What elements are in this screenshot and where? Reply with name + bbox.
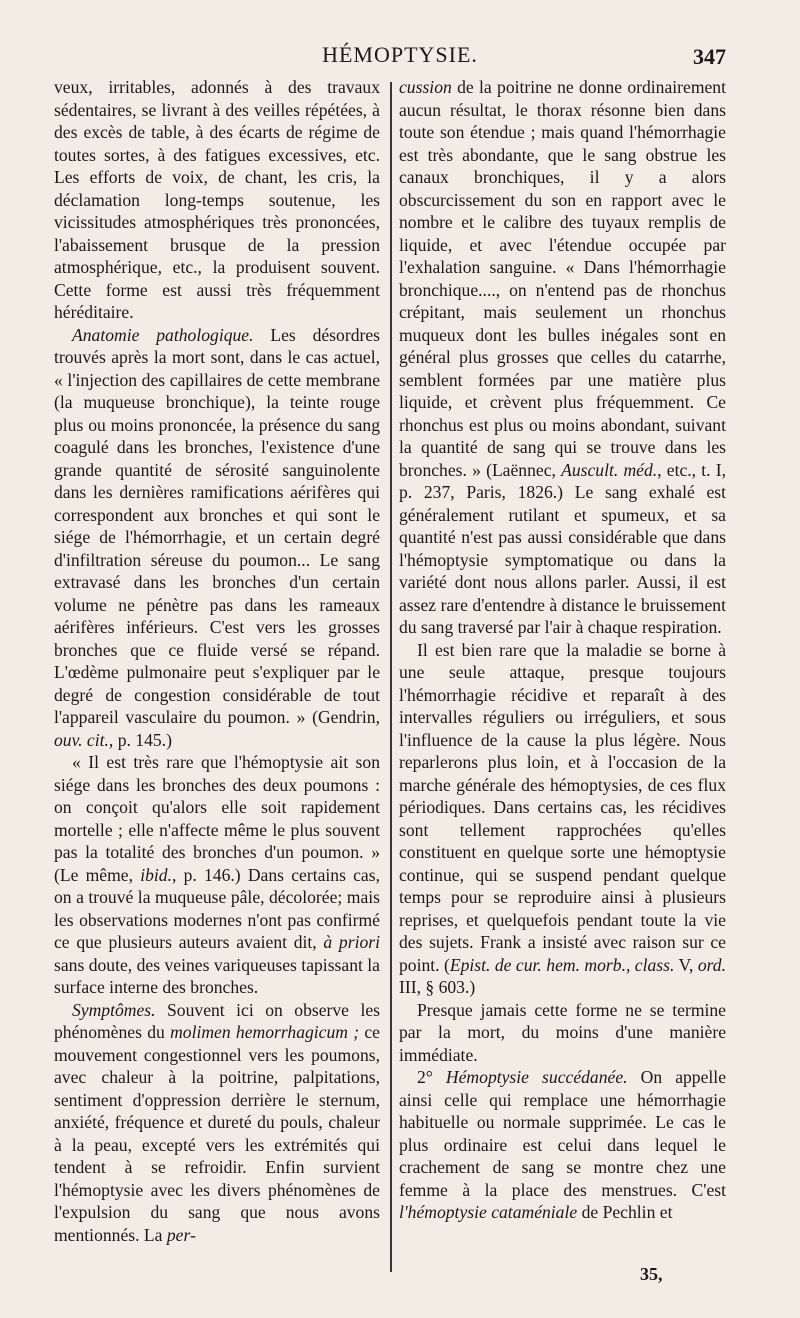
paragraph-symptomes (54, 999, 380, 1247)
paragraph (399, 999, 726, 1067)
paragraph-text: Il est bien rare que la maladie se borne à une seule attaque, presque toujours l'hémorrhagie récidive et reparaît à des intervalles réguliers ou irréguliers, et sous l'influence de la cause la plus légère. Nous reparlerons plus loin, et à l'occasion de la marche générale des hémoptysies, de ces flux périodiques. Dans certains cas, les récidives sont tellement rapprochées qu'elles constituent en quelque sorte une hémoptysie continue, qui se suspend pendant quelque temps pour se reproduire ainsi à plusieurs reprises, et quelquefois pendant toute la vie des sujets. Frank a insisté avec raison sur ce point. ( (399, 639, 726, 975)
running-title: HÉMOPTYSIE. (322, 42, 478, 67)
italic-term: à priori (323, 932, 380, 952)
paragraph-text: , etc., t. I, p. 237, Paris, 1826.) Le sang exhalé est généralement rutilant et spumeux, et sa quantité n'est pas aussi considérable que dans l'hémoptysie symptomatique ou dans la variété dont nous allons parler. Aussi, il est assez rare d'entendre à distance le bruissement du sang traversé par l'air à chaque respiration. (399, 459, 726, 637)
paragraph-recidives (399, 639, 726, 999)
citation: ouv. cit. (54, 729, 109, 750)
italic-term: l'hémoptysie cataméniale (399, 1202, 578, 1222)
paragraph-text: , p. 145.) (108, 729, 172, 750)
citation: Auscult. méd. (561, 459, 658, 480)
citation: ibid. (140, 864, 172, 885)
paragraph-text: Souvent ici on observe les phénomènes du (54, 999, 380, 1042)
paragraph-text: veux, irritables, adonnés à des travaux sédentaires, se livrant à des veilles répétées, à des excès de table, à des écarts de régime de toutes sortes, à des fatigues excessives, etc. Les efforts de voix, de chant, les cris, la déclamation long-temps soutenue, les vicissitudes atmosphériques très prononcées, l'abaissement brusque de la pression atmosphérique, etc., la produisent souvent. Cette forme est aussi très fréquemment héréditaire. (54, 77, 380, 322)
paragraph-percussion (399, 76, 726, 639)
italic-term: cussion (399, 77, 452, 97)
paragraph-text: ce mouvement congestionnel vers les poumons, avec chaleur à la poitrine, palpitations, sentiment d'oppression derrière le sternum, anxiété, fréquence et dureté du pouls, chaleur à la peau, excepté vers les extrémités qui tendent à se refroidir. Enfin survient l'hémoptysie avec les divers phénomènes de l'expulsion du sang que nous avons mentionnés. La (54, 1022, 380, 1245)
paragraph-text: de Pechlin et (577, 1202, 673, 1222)
column-divider (390, 82, 392, 1272)
paragraph-anatomie (54, 324, 380, 752)
section-heading: Hémoptysie succédanée. (445, 1067, 628, 1087)
left-column (54, 76, 380, 1246)
paragraph-text: sans doute, des veines variqueuses tapissant la surface interne des bronches. (54, 954, 380, 997)
paragraph-quote (54, 751, 380, 999)
paragraph-text: Presque jamais cette forme ne se termine par la mort, du moins d'une manière immédiate. (399, 999, 726, 1065)
section-number: 2° (417, 1067, 446, 1087)
section-heading: Anatomie pathologique. (72, 324, 254, 345)
italic-term: per- (166, 1224, 196, 1245)
paragraph-text: V, (674, 954, 698, 975)
page-number: 347 (693, 44, 726, 69)
citation: ord. (697, 954, 726, 975)
paragraph-text: de la poitrine ne donne ordinairement aucun résultat, le thorax résonne bien dans toute son étendue ; mais quand l'hémorrhagie est très abondante, que le sang obstrue les canaux bronchiques, il y a alors obscurcissement du son en rapport avec le nombre et le calibre des tuyaux remplis de liquide, et avec l'étendue occupée par l'exhalation sanguine. « Dans l'hémorrhagie bronchique...., on n'entend pas de rhonchus crépitant, mais seulement un rhonchus muqueux dont les bulles inégales sont en général plus grosses que celles du catarrhe, semblent formées par une matière plus liquide, et crèvent plus fréquemment. Ce rhonchus est plus ou moins abondant, suivant la quantité de sang qui se trouve dans les bronches. » (Laënnec, (399, 77, 726, 480)
citation: Epist. de cur. hem. morb., class. (449, 954, 675, 975)
paragraph-text: Les désordres trouvés après la mort sont, dans le cas actuel, « l'injection des capillaires de cette membrane (la muqueuse bronchique), la teinte rouge plus ou moins prononcée, la présence du sang coagulé dans les bronches, l'existence d'une grande quantité de sérosité sanguinolente dans les dernières ramifications aérifères qui correspondent aux bronches et qui sont le siége de l'hémorrhagie, et un certain degré d'infiltration séreuse du poumon... Le sang extravasé dans les bronches d'un certain volume ne pénètre pas dans les rameaux aérifères inférieurs. C'est vers les grosses bronches que ce fluide versé se répand. L'œdème pulmonaire peut s'expliquer par le degré de congestion considérable de tout l'appareil vasculaire du poumon. » (Gendrin, (54, 324, 380, 727)
paragraph-text: , p. 146.) Dans certains cas, on a trouvé la muqueuse pâle, décolorée; mais les observations modernes n'ont pas confirmé ce que plusieurs auteurs avaient dit, (54, 864, 380, 952)
signature-mark: 35, (640, 1264, 663, 1284)
section-heading: Symptômes. (72, 999, 156, 1020)
paragraph-text: « Il est très rare que l'hémoptysie ait son siége dans les bronches des deux poumons : on conçoit qu'alors elle soit rapidement mortelle ; elle n'affecte même le plus souvent pas la totalité des bronches d'un poumon. » (Le même, (54, 752, 380, 885)
right-column (399, 76, 726, 1224)
paragraph (54, 76, 380, 324)
paragraph-text: On appelle ainsi celle qui remplace une hémorrhagie habituelle ou normale supprimée. Le cas le plus ordinaire est celui dans lequel le crachement de sang se montre chez une femme à la place des menstrues. C'est (399, 1067, 727, 1200)
paragraph-text: III, § 603.) (399, 977, 476, 997)
paragraph-succedanee (399, 1066, 726, 1224)
italic-term: molimen hemorrhagicum ; (170, 1022, 360, 1042)
